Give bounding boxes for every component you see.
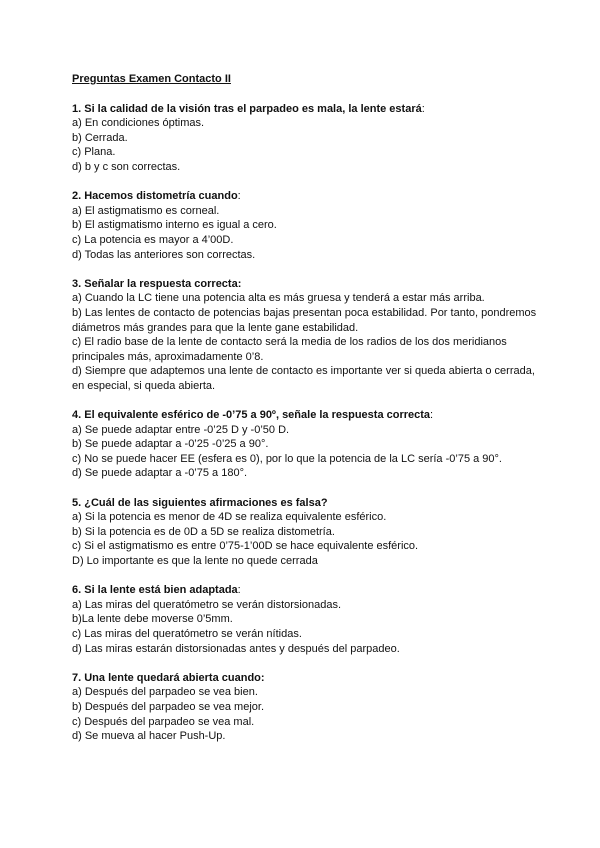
question-prompt — [72, 583, 542, 598]
question-text: 4. El equivalente esférico de -0’75 a 90º, señale la respuesta correcta — [72, 409, 431, 422]
answer-option: b) El astigmatismo interno es igual a cero. — [72, 219, 277, 232]
answer-option: b) Se puede adaptar a -0’25 -0’25 a 90°. — [72, 438, 269, 451]
question-text: 6. Si la lente está bien adaptada — [72, 584, 238, 597]
answer-option: d) Siempre que adaptemos una lente de contacto es importante ver si queda abierta o cerrada, en especial, si queda abierta. — [72, 365, 535, 392]
answer-option: b) Las lentes de contacto de potencias bajas presentan poca estabilidad. Por tanto, pondremos diámetros más grandes para que la lente gane estabilidad. — [72, 306, 537, 334]
question-prompt — [72, 102, 542, 117]
question-5 — [72, 496, 542, 569]
question-4 — [72, 408, 542, 481]
answer-option: b)La lente debe moverse 0’5mm. — [72, 613, 233, 626]
answer-option: c) Plana. — [72, 146, 116, 159]
question-text: 7. Una lente quedará abierta cuando: — [72, 671, 265, 684]
question-2 — [72, 189, 542, 262]
question-text-tail: : — [421, 102, 425, 115]
question-prompt — [72, 671, 542, 686]
answer-option: c) El radio base de la lente de contacto será la media de los radios de los dos meridianos principales más, aproximadamente 0’8. — [72, 336, 507, 363]
question-3 — [72, 277, 542, 394]
question-text-tail: : — [237, 584, 241, 597]
answer-option: a) Las miras del queratómetro se verán distorsionadas. — [72, 598, 342, 611]
answer-option: a) Después del parpadeo se vea bien. — [72, 686, 258, 699]
answer-option: a) El astigmatismo es corneal. — [72, 204, 220, 217]
question-prompt — [72, 408, 542, 423]
answer-option: a) En condiciones óptimas. — [72, 117, 205, 130]
answer-option: d) Se puede adaptar a -0’75 a 180°. — [72, 467, 248, 480]
question-text-tail: : — [430, 409, 434, 422]
answer-option: b) Si la potencia es de 0D a 5D se realiza distometría. — [72, 525, 335, 538]
question-7 — [72, 671, 542, 744]
answer-option: d) Las miras estarán distorsionadas antes y después del parpadeo. — [72, 642, 400, 655]
answer-option: b) Después del parpadeo se vea mejor. — [72, 700, 265, 713]
answer-option: c) La potencia es mayor a 4’00D. — [72, 233, 234, 246]
question-1 — [72, 102, 542, 175]
question-prompt — [72, 277, 542, 292]
question-prompt — [72, 189, 542, 204]
answer-option: a) Se puede adaptar entre -0’25 D y -0’50 D. — [72, 423, 290, 436]
document-title: Preguntas Examen Contacto II — [72, 73, 231, 85]
question-prompt — [72, 496, 542, 511]
answer-option: a) Cuando la LC tiene una potencia alta es más gruesa y tenderá a estar más arriba. — [72, 292, 485, 305]
question-text: 5. ¿Cuál de las siguientes afirmaciones es falsa? — [72, 496, 328, 509]
exam-document — [72, 72, 542, 758]
question-6 — [72, 583, 542, 656]
answer-option: c) Si el astigmatismo es entre 0’75-1’00D se hace equivalente esférico. — [72, 540, 419, 553]
question-text: 1. Si la calidad de la visión tras el parpadeo es mala, la lente estará — [72, 102, 422, 115]
answer-option: c) Las miras del queratómetro se verán nítidas. — [72, 627, 302, 640]
answer-option: b) Cerrada. — [72, 131, 128, 144]
answer-option: c) No se puede hacer EE (esfera es 0), por lo que la potencia de la LC sería -0’75 a 90°. — [72, 452, 502, 465]
question-text: 2. Hacemos distometría cuando — [72, 190, 238, 203]
question-text-tail: : — [237, 190, 241, 203]
answer-option: c) Después del parpadeo se vea mal. — [72, 715, 255, 728]
answer-option: a) Si la potencia es menor de 4D se realiza equivalente esférico. — [72, 511, 387, 524]
answer-option: d) Todas las anteriores son correctas. — [72, 248, 256, 261]
answer-option: d) Se mueva al hacer Push-Up. — [72, 730, 226, 743]
answer-option: D) Lo importante es que la lente no quede cerrada — [72, 555, 318, 567]
question-text: 3. Señalar la respuesta correcta: — [72, 277, 242, 290]
answer-option: d) b y c son correctas. — [72, 160, 181, 173]
